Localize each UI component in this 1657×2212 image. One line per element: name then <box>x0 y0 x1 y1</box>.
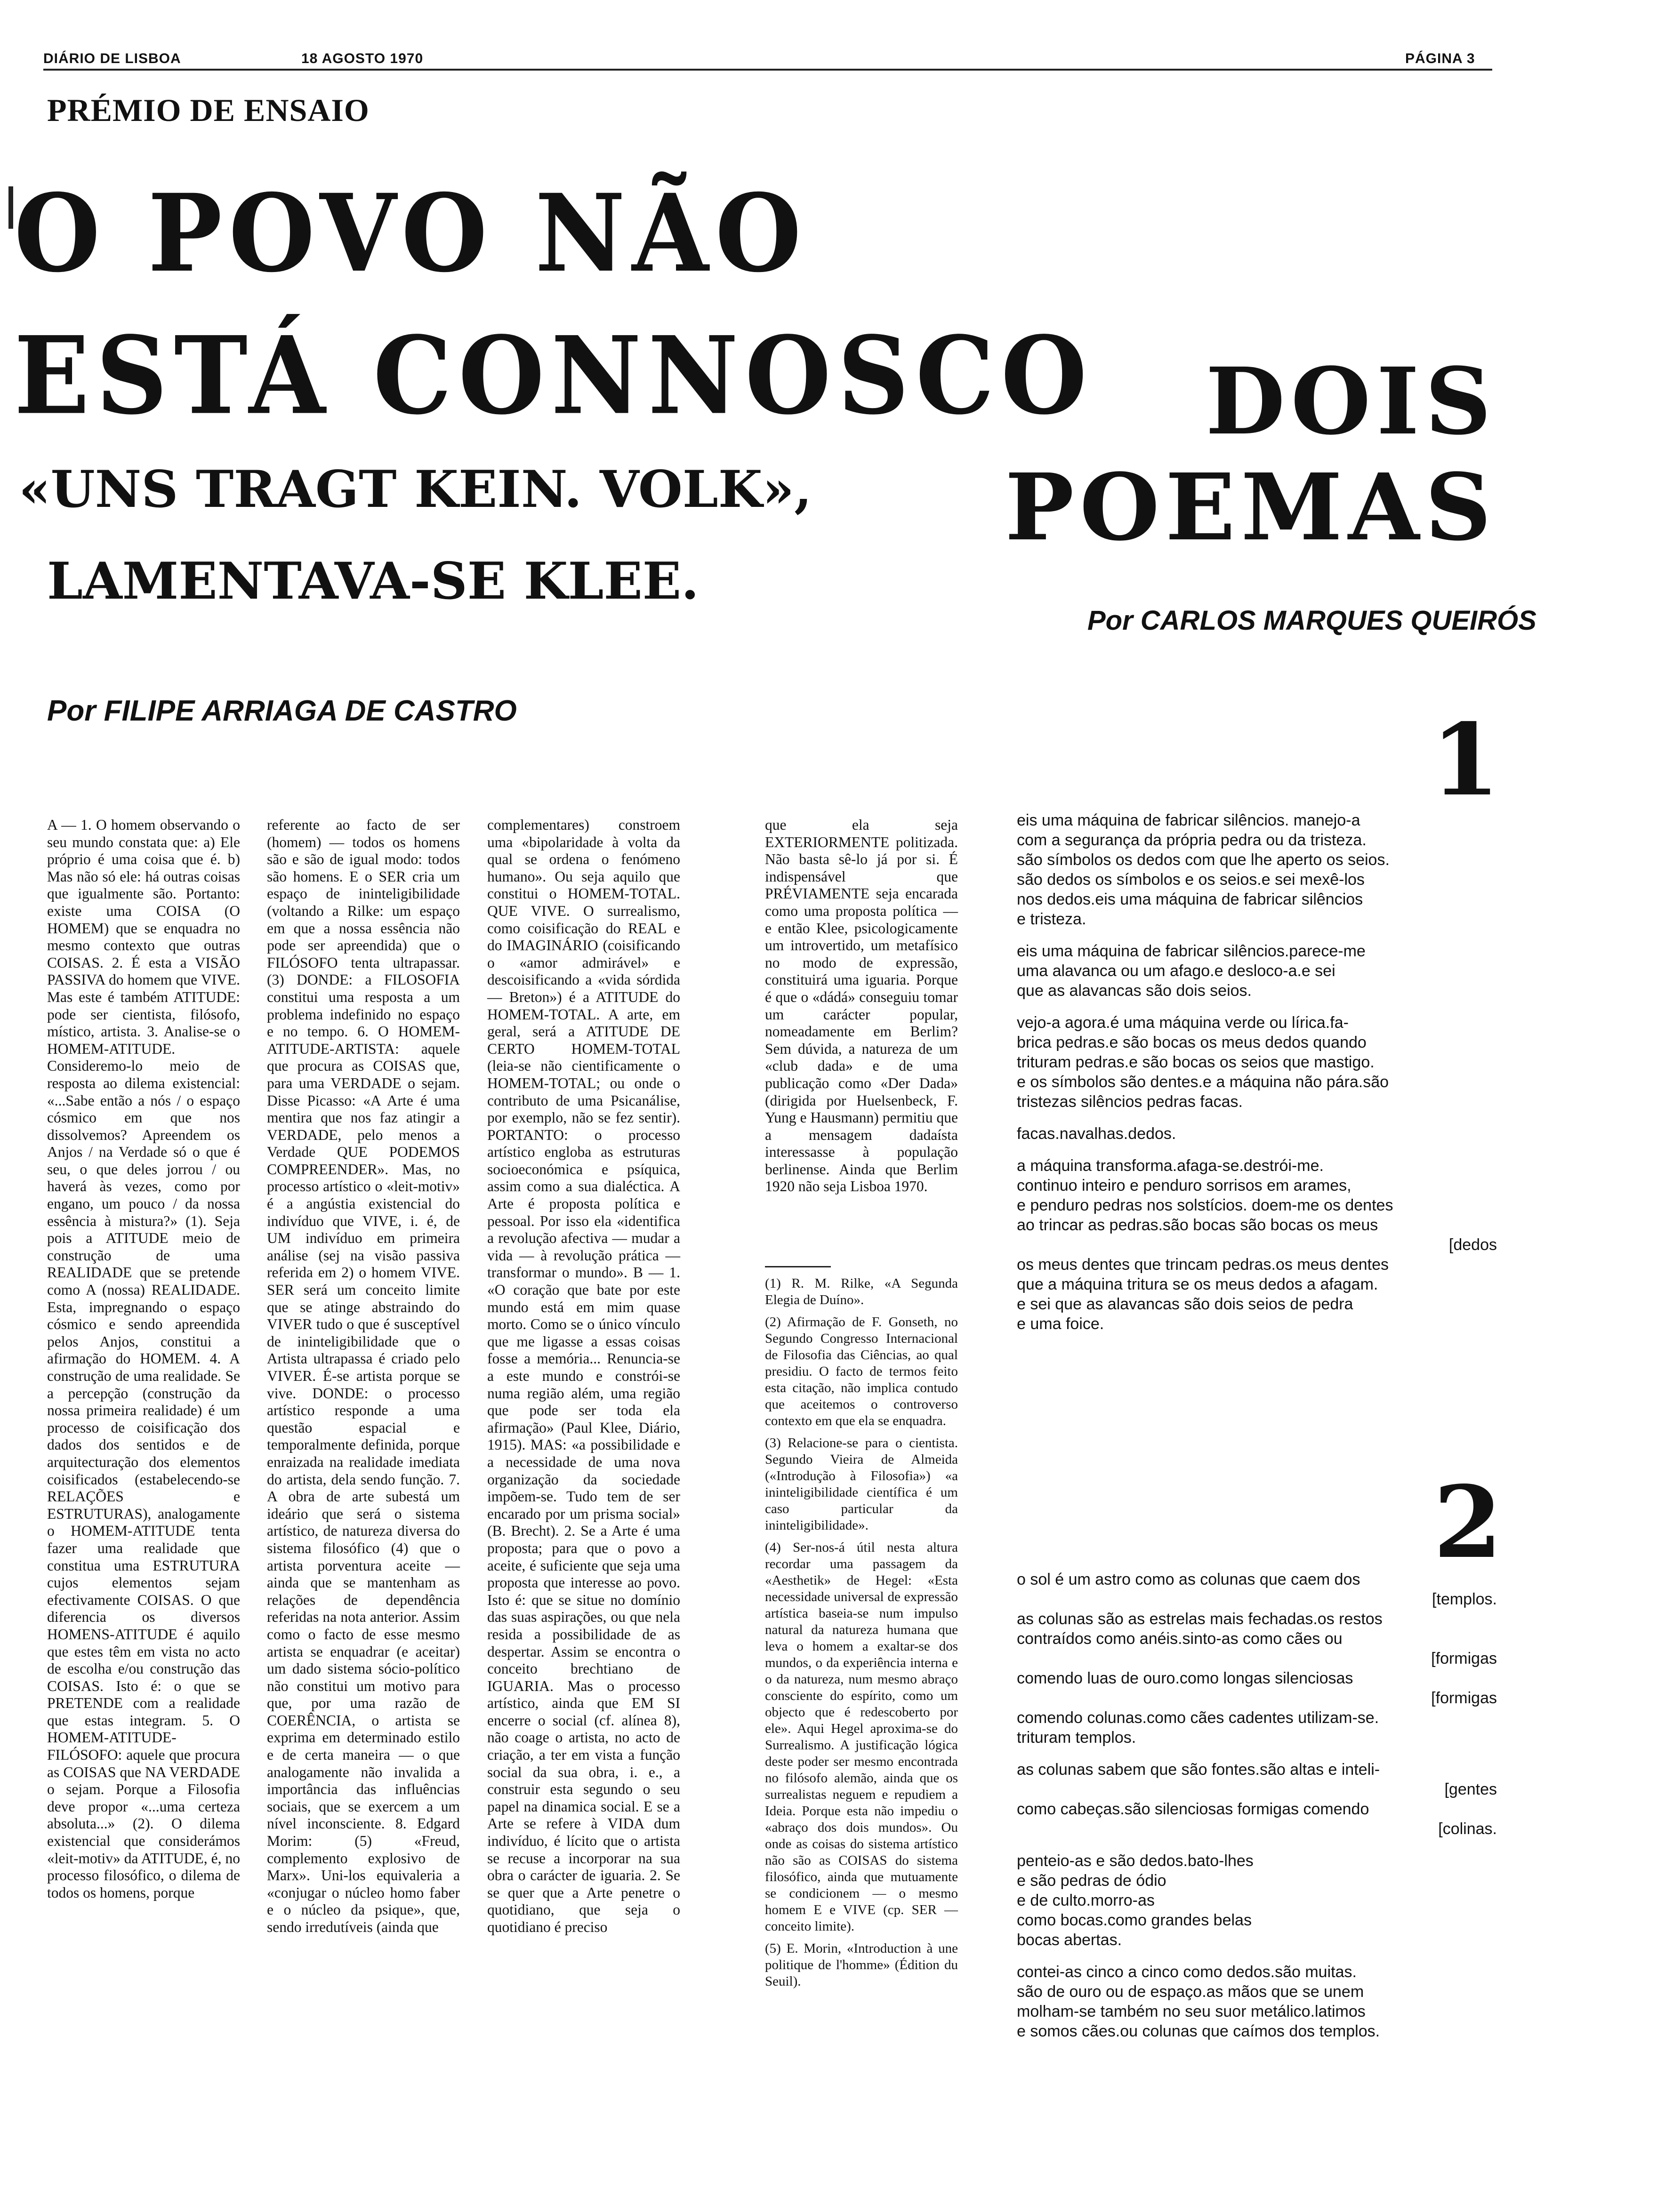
poem-line: [colinas. <box>1438 1820 1497 1838</box>
poem-line: uma alavanca ou um afago.e desloco-a.e sei <box>1017 962 1335 980</box>
essay-headline <box>14 162 1094 447</box>
poem-line: comendo luas de ouro.como longas silenciosas <box>1017 1669 1353 1687</box>
poem-line: eis uma máquina de fabricar silêncios.parece-me <box>1017 942 1366 960</box>
notes-rule <box>765 1266 831 1267</box>
poem-line: o sol é um astro como as colunas que caem dos <box>1017 1571 1360 1588</box>
poem-stanza <box>1017 1760 1497 1839</box>
poem-line: nos dedos.eis uma máquina de fabricar silêncios <box>1017 890 1363 908</box>
headline-line-1: O POVO NÃO <box>14 170 808 297</box>
issue-date: 18 AGOSTO 1970 <box>301 51 424 66</box>
poem-line: penteio-as e são dedos.bato-lhes <box>1017 1852 1254 1870</box>
poem-stanza <box>1017 1570 1497 1747</box>
poem-line: vejo-a agora.é uma máquina verde ou lírica.fa- <box>1017 1014 1349 1032</box>
poem-line: ao trincar as pedras.são bocas são bocas os meus <box>1017 1216 1378 1234</box>
poem-line: facas.navalhas.dedos. <box>1017 1125 1176 1143</box>
poem-line: e são pedras de ódio <box>1017 1872 1166 1890</box>
poem-line: são dedos os símbolos e os seios.e sei mexê-los <box>1017 871 1365 889</box>
poems-heading <box>998 348 1497 560</box>
essay-column-4 <box>765 817 958 1195</box>
poem-line: trituram pedras.e são bocas os seios que mastigo. <box>1017 1053 1375 1071</box>
poems-heading-line-1: DOIS <box>1205 347 1497 455</box>
essay-byline: Por FILIPE ARRIAGA DE CASTRO <box>47 695 517 727</box>
footnote-3: (3) Relacione-se para o cientista. Segundo Vieira de Almeida («Introdução à Filosofia») «a ininteligibilidade científica é um caso particular da ininteligibilidade». <box>765 1435 958 1533</box>
poem-line: que as alavancas são dois seios. <box>1017 982 1252 1000</box>
masthead-rule <box>43 69 1492 71</box>
poem-stanza <box>1017 1962 1497 2041</box>
poem-line: eis uma máquina de fabricar silêncios. manejo-a <box>1017 811 1360 829</box>
poem-line: [templos. <box>1432 1590 1497 1608</box>
poem-line: [dedos <box>1448 1236 1497 1254</box>
essay-subhead-1: «UNS TRAGT KEIN. VOLK», <box>19 460 812 519</box>
poem-line: com a segurança da própria pedra ou da tristeza. <box>1017 831 1367 849</box>
poems-heading-line-2: POEMAS <box>1005 453 1497 561</box>
poem-line: que a máquina tritura se os meus dedos a afagam. <box>1017 1275 1378 1293</box>
poem-line: contei-as cinco a cinco como dedos.são muitas. <box>1017 1963 1357 1981</box>
essay-column-1 <box>47 817 240 1901</box>
poem-line: como cabeças.são silenciosas formigas comendo <box>1017 1800 1369 1818</box>
headline-line-2: ESTÁ CONNOSCO <box>14 313 1094 439</box>
poem-line: contraídos como anéis.sinto-as como cães ou <box>1017 1630 1343 1648</box>
poem-stanza <box>1017 941 1497 1001</box>
poem-stanza <box>1017 810 1497 929</box>
essay-text-4: que ela seja EXTERIORMENTE politizada. Não basta sê-lo já por si. É indispensável que PRÉVIAMENTE seja encarada como uma proposta política — e então Klee, psicologicamente um introvertido, um metafísico no modo de expressão, constituirá uma iguaria. Porque é que o «dádá» conseguiu tomar um carácter popular, nomeadamente em Berlim? Sem dúvida, a natureza de um «club dada» e de uma publicação como «Der Dada» (dirigida por Huelsenbeck, F. Yung e Hausmann) permitiu que a mensagem dadaísta interessasse à população berlinense. Ainda que Berlim 1920 não seja Lisboa 1970. <box>765 817 958 1195</box>
essay-column-3 <box>487 817 680 1936</box>
poem-line: e uma foice. <box>1017 1315 1104 1333</box>
footnote-5: (5) E. Morin, «Introduction à une politique de l'homme» (Édition du Seuil). <box>765 1941 958 1989</box>
essay-subhead-2: LAMENTAVA-SE KLEE. <box>47 552 699 611</box>
poem-line: tristezas silêncios pedras facas. <box>1017 1093 1243 1111</box>
footnote-2: (2) Afirmação de F. Gonseth, no Segundo Congresso Internacional de Filosofia das Ciências, ao qual presidiu. O facto de termos feito esta citação, não implica contudo que aceitemos o controverso contexto em que ela se enquadra. <box>765 1314 958 1428</box>
poem-line: e os símbolos são dentes.e a máquina não pára.são <box>1017 1073 1389 1091</box>
poem-1 <box>1017 810 1497 1346</box>
poem-line: e sei que as alavancas são dois seios de pedra <box>1017 1295 1353 1313</box>
poem-line: trituram templos. <box>1017 1729 1136 1747</box>
poem-line: são de ouro ou de espaço.as mãos que se unem <box>1017 1983 1364 2001</box>
poem-stanza <box>1017 1013 1497 1112</box>
essay-footnotes <box>765 1275 958 1996</box>
poem-line: e somos cães.ou colunas que caímos dos templos. <box>1017 2022 1380 2040</box>
footnote-1: (1) R. M. Rilke, «A Segunda Elegia de Duíno». <box>765 1276 958 1307</box>
poem-line: molham-se também no seu suor metálico.latimos <box>1017 2003 1366 2020</box>
poem-stanza <box>1017 1124 1497 1144</box>
headline-bracket <box>8 186 13 229</box>
footnote-4: (4) Ser-nos-á útil nesta altura recordar uma passagem da «Aesthetik» de Hegel: «Esta necessidade universal de expressão artística baseia-se num impulso natural da natureza humana que leva o homem a exaltar-se dos mundos, o da experiência interna e o da natureza, num mesmo abraço consciente do espírito, como um objecto que é redescoberto por ele». Aqui Hegel aproxima-se do Surrealismo. A justificação lógica deste poder ser mesmo encontrada no filósofo alemão, ainda que os surrealistas neguem e repudiem a Ideia. Porque esta não impediu o «abraço dos dois mundos». Ou onde as coisas do sistema artístico não são as COISAS do sistema filosófico, ainda que mutuamente se condicionem — o mesmo homem E e VIVE (cp. SER — conceito limite). <box>765 1540 958 1934</box>
poem-line: e tristeza. <box>1017 910 1086 928</box>
poem-line: [gentes <box>1444 1780 1497 1798</box>
poem-line: continuo inteiro e penduro sorrisos em arames, <box>1017 1177 1351 1194</box>
poem-stanza <box>1017 1851 1497 1950</box>
poem-2-number: 2 <box>1433 1464 1503 1580</box>
poem-line: como bocas.como grandes belas <box>1017 1911 1252 1929</box>
page-number: PÁGINA 3 <box>1405 51 1475 66</box>
poem-2 <box>1017 1570 1497 2053</box>
poem-line: a máquina transforma.afaga-se.destrói-me. <box>1017 1157 1324 1175</box>
essay-text-3: complementares) constroem uma «bipolaridade à volta da qual se ordena o fenómeno humano». Ou seja aquilo que constitui o HOMEM-TOTAL. QUE VIVE. O surrealismo, como coisificação do REAL e do IMAGINÁRIO (coisificando o «amor admirável» e descoisificando a «vida sórdida — Breton») é a ATITUDE do HOMEM-TOTAL. A arte, em geral, será a ATITUDE DE CERTO HOMEM-TOTAL (leia-se não cientificamente o HOMEM-TOTAL; ou onde o contributo de uma Psicanálise, por exemplo, não se fez sentir). PORTANTO: o processo artístico engloba as estruturas socioeconómica e psíquica, assim como a sua dialéctica. A Arte é proposta política e pessoal. Por isso ela «identifica a revolução afectiva — mudar a vida — à revolução prática — transformar o mundo». B — 1. «O coração que bate por este mundo está em mim quase morto. Como se o único vínculo que me ligasse a essas coisas fosse a memória... Renuncia-se a este mundo e constrói-se numa região além, uma região que pode ser toda ela afirmação» (Paul Klee, Diário, 1915). MAS: «a possibilidade e a necessidade de uma nova organização da sociedade impõem-se. Tudo tem de ser encarado por um prisma social» (B. Brecht). 2. Se a Arte é uma proposta; para que o povo a aceite, é suficiente que seja uma proposta que interesse ao povo. Isto é: que se situe no domínio das suas aspirações, ou que nela resida a possibilidade de as despertar. Assim se encontra o conceito brechtiano de IGUARIA. Mas o processo artístico, ainda que EM SI encerre o social (cf. alínea 8), não coage o artista, no acto de criação, a ter em vista a função social da sua obra, i. e., a construir esta segundo o seu papel na dinamica social. E se a Arte se refere à VIDA dum indivíduo, é lícito que o artista se recuse a incorporar na sua obra o carácter de iguaria. 2. Se se quer que a Arte penetre o quotidiano, que seja o quotidiano é preciso <box>487 817 680 1935</box>
newspaper-name: DIÁRIO DE LISBOA <box>43 51 181 66</box>
essay-text-1: A — 1. O homem observando o seu mundo constata que: a) Ele próprio é uma coisa que é. b) Mas não só ele: há outras coisas que igualmente são. Portanto: existe uma COISA (O HOMEM) que se enquadra no mesmo contexto que outras COISAS. 2. É esta a VISÃO PASSIVA do homem que VIVE. Mas este é também ATITUDE: pode ser cientista, filósofo, místico, artista. 3. Analise-se o HOMEM-ATITUDE. Consideremo-lo meio de resposta ao dilema existencial: «...Sabe então a nós / o espaço cósmico em que nos dissolvemos? Apreendem os Anjos / na Verdade só o que é seu, o que deles jorrou / ou haverá às vezes, como por engano, um pouco / da nossa essência à mistura?» (1). Seja pois a ATITUDE meio de construção de uma REALIDADE que se pretende como A (nossa) REALIDADE. Esta, impregnando o espaço cósmico e sendo apreendida pelos Anjos, constitui a afirmação do HOMEM. 4. A construção de uma realidade. Se a percepção (construção da nossa primeira realidade) é um processo de coisificação dos dados dos sentidos e de arquitecturação dos elementos coisificados (estabelecendo-se RELAÇÕES e ESTRUTURAS), analogamente o HOMEM-ATITUDE tenta fazer uma realidade que constitua uma ESTRUTURA cujos elementos sejam efectivamente COISAS. O que diferencia os diversos HOMENS-ATITUDE é aquilo que estes têm em vista no acto de escolha e/ou construção das COISAS. Isto é: o que se PRETENDE com a realidade que estas integram. 5. O HOMEM-ATITUDE-FILÓSOFO: aquele que procura as COISAS que NA VERDADE o sejam. Porque a Filosofia deve propor «...uma certeza absoluta...» (2). O dilema existencial que considerámos «leit-motiv» da ATITUDE, é, no processo filosófico, o dilema de todos os homens, porque <box>47 817 240 1901</box>
poem-line: e penduro pedras nos solstícios. doem-me os dentes <box>1017 1196 1393 1214</box>
poem-line: [formigas <box>1431 1650 1497 1667</box>
poem-line: [formigas <box>1431 1689 1497 1707</box>
poem-line: brica pedras.e são bocas os meus dedos quando <box>1017 1034 1367 1051</box>
poem-1-number: 1 <box>1431 702 1500 818</box>
poem-line: comendo colunas.como cães cadentes utilizam-se. <box>1017 1709 1379 1727</box>
poem-line: e de culto.morro-as <box>1017 1891 1155 1909</box>
essay-column-2 <box>267 817 460 1936</box>
essay-text-2: referente ao facto de ser (homem) — todos os homens são e são de igual modo: todos são homens. E o SER cria um espaço de ininteligibilidade (voltando a Rilke: um espaço em que a nossa essência não pode ser apreendida) que o FILÓSOFO tenta ultrapassar. (3) DONDE: a FILOSOFIA constitui uma resposta a um problema indefinido no espaço e no tempo. 6. O HOMEM-ATITUDE-ARTISTA: aquele que procura as COISAS que, para uma VERDADE o sejam. Disse Picasso: «A Arte é uma mentira que nos faz atingir a VERDADE, pelo menos a Verdade QUE PODEMOS COMPREENDER». Mas, no processo artístico o «leit-motiv» é a angústia existencial do indivíduo que VIVE, i. é, de UM indivíduo em primeira análise (sej na visão passiva referida em 2) o homem VIVE. SER será um conceito limite que se atinge abstraindo do VIVER tudo o que é susceptível de ininteligibilidade que o Artista ultrapassa é criado pelo VIVER. É-se artista porque se vive. DONDE: o processo artístico responde a uma questão espacial e temporalmente definida, porque enraizada na realidade imediata do artista, dela sendo função. 7. A obra de arte subestá um ideário que será o sistema artístico, de natureza diversa do sistema filosófico (4) que o artista porventura aceite — ainda que se mantenham as relações de dependência referidas na nota anterior. Assim como o facto de esse mesmo artista se enquadrar (e aceitar) um dado sistema sócio-político não constitui um motivo para que, por uma razão de COERÊNCIA, o artista se exprima em determinado estilo e de certa maneira — o que analogamente não invalida a importância das influências sociais, que se exercem a um nível inconsciente. 8. Edgard Morim: (5) «Freud, complemento explosivo de Marx». Uni-los equivaleria a «conjugar o núcleo homo faber e o núcleo da psique», que, sendo irredutíveis (ainda que <box>267 817 460 1935</box>
poem-line: as colunas sabem que são fontes.são altas e inteli- <box>1017 1761 1380 1779</box>
poems-byline: Por CARLOS MARQUES QUEIRÓS <box>1087 605 1536 636</box>
poem-stanza <box>1017 1156 1497 1334</box>
poem-line: são símbolos os dedos com que lhe aperto os seios. <box>1017 851 1390 869</box>
section-kicker: PRÉMIO DE ENSAIO <box>47 92 370 128</box>
poem-line: as colunas são as estrelas mais fechadas.os restos <box>1017 1610 1383 1628</box>
poem-line: os meus dentes que trincam pedras.os meus dentes <box>1017 1256 1389 1274</box>
poem-line: bocas abertas. <box>1017 1931 1122 1949</box>
